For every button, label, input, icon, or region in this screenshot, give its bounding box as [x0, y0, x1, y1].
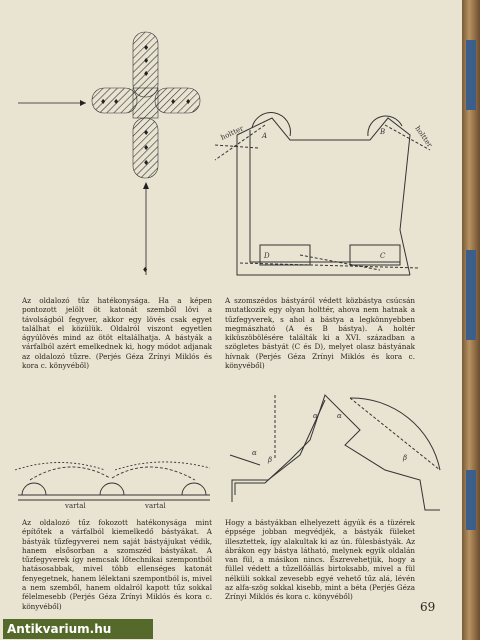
- svg-text:♦: ♦: [170, 98, 177, 106]
- svg-text:B: B: [380, 128, 386, 136]
- svg-text:♦: ♦: [113, 98, 120, 106]
- svg-text:D: D: [264, 252, 270, 260]
- watermark-logo[interactable]: Antikvarium.hu: [3, 619, 153, 639]
- figure-wall-labels: [64, 502, 166, 510]
- svg-text:β: β: [268, 456, 273, 464]
- caption-fulesbastya: Hogy a bástyákban elhelyezett ágyúk és a tüzérek éppsége jobban megvédjék, a bástyák füleket illesztettek, így alakultak ki az ún. fülesbástyák. Az ábrákon egy bástya látható, melynek egyik oldalán van fül, a másikon nincs. Észrevehetjük, hogy a füllel védett a tűzellőállás birtoksabb, mivel a fül nélküli sokkal zevesebb egyé vehető tűz alá, lévén az alfa-szög sokkal kisebb, mint a béta (Perjés Géza Zrínyi Miklós és kora c. könyvéből): [225, 518, 415, 602]
- svg-text:♦: ♦: [143, 159, 150, 167]
- svg-text:♦: ♦: [185, 98, 192, 106]
- book-spine: [462, 0, 480, 640]
- svg-text:♦: ♦: [143, 44, 150, 52]
- svg-text:♦: ♦: [143, 70, 150, 78]
- svg-text:♦: ♦: [143, 57, 150, 65]
- svg-text:holtter: holtter: [413, 124, 434, 149]
- svg-text:β: β: [403, 454, 408, 462]
- svg-text:♦: ♦: [143, 129, 150, 137]
- svg-text:A: A: [262, 132, 268, 140]
- svg-text:α: α: [337, 412, 342, 420]
- caption-holtter: A szomszédos bástyáról védett közbástya csúcsán mutatkozik egy olyan holttér, ahova nem hatnak a tűzfegyverek, s ahol a bástya a legkönnyebben megmászható (A és B bástya). A holtér kiküszöbölésére találták ki a XVI. században a szögletes bástyát (C és D), melyet olasz bástyának hívnak (Perjés Géza Zrínyi Miklós és kora c. könyvéből): [225, 296, 415, 371]
- svg-text:♦: ♦: [100, 98, 107, 106]
- caption-fokozott-hatekonysag: Az oldalozó tűz fokozott hatékonysága mint építőtek a várfalból kiemelkedő bástyákat. A bástyák tűzfegyverei nem saját bástyájukat védik, hanem elsősorban a szomszéd bástyákat. A tűzfegyverek így nemcsak lőtechnikai szempontból hatásosabbak, mivel több ellenséges katonát fenyegetnek, hanem lélektani szempontból is, mivel a nem szemből, hanem oldalról kapott tűz sokkal félelmesebb (Perjés Géza Zrínyi Miklós és kora c. könyvéből): [22, 518, 212, 611]
- svg-text:♦: ♦: [143, 144, 150, 152]
- svg-text:holtter: holtter: [219, 124, 245, 142]
- figure-eared-bastion: [230, 395, 440, 510]
- svg-text:vartal: vartal: [145, 502, 166, 510]
- svg-text:α: α: [252, 449, 257, 457]
- figure-bastions-top: [215, 113, 430, 275]
- svg-text:vartal: vartal: [65, 502, 86, 510]
- page-number: 69: [420, 600, 436, 614]
- svg-text:C: C: [380, 252, 386, 260]
- svg-text:α: α: [313, 412, 318, 420]
- svg-text:♦: ♦: [142, 266, 149, 274]
- figure-wall-flanking: [15, 462, 210, 500]
- figure-cross: [18, 32, 200, 275]
- caption-oldalozo-tuz: Az oldalozó tűz hatékonysága. Ha a képen pontozott jelölt öt katonát szemből lövi a távolságból fegyver, akkor egy lövés csak egyet találhat el közülük. Oldalról viszont egyetlen ágyúlövés mind az ötöt eltalálhatja. A bástyák a várfalból azért emelkednek ki, hogy módot adjanak az oldalozó tűzre. (Perjés Géza Zrínyi Miklós és kora c. könyvéből): [22, 296, 212, 371]
